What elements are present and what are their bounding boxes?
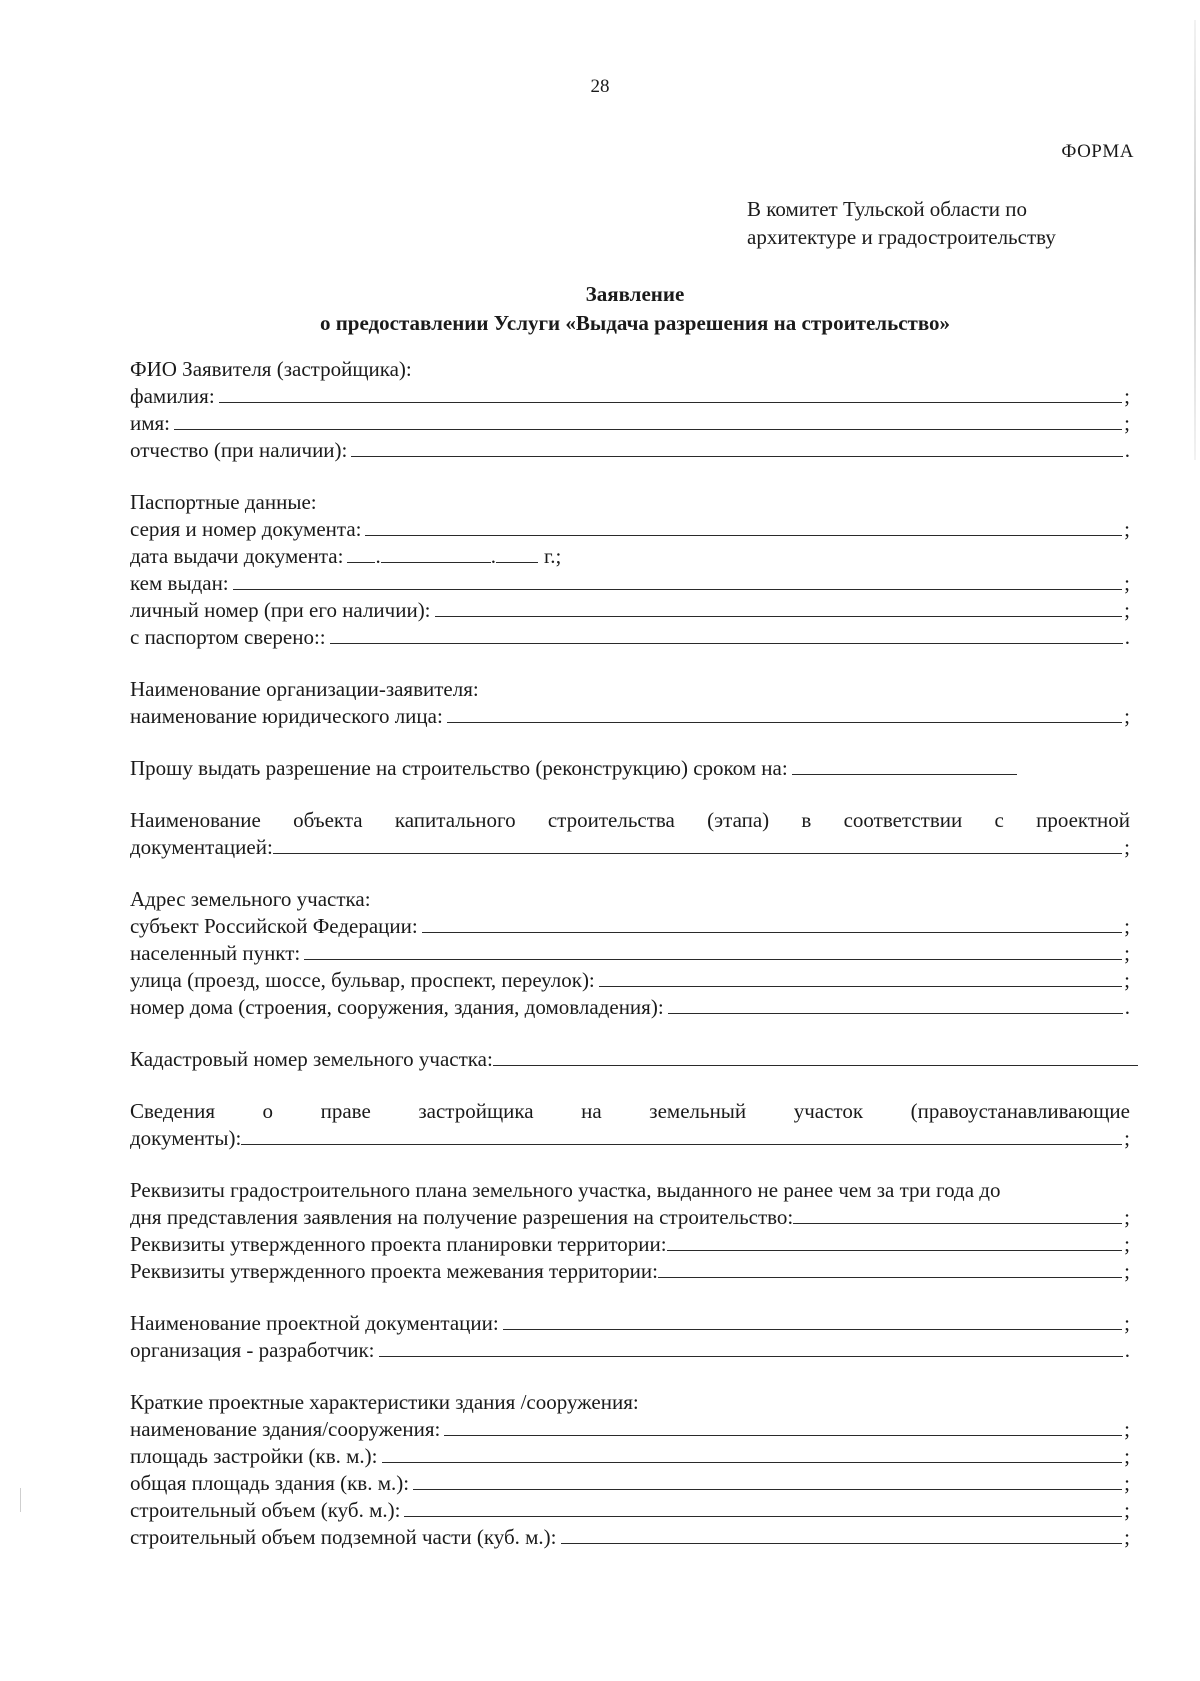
name-field[interactable] [174,410,1122,430]
addressee-line: В комитет Тульской области по [747,197,1027,221]
surveying-row: Реквизиты утвержденного проекта межевания территории: ; [130,1259,1130,1283]
volume-label: строительный объем (куб. м.): [130,1498,401,1522]
rights-section [130,1098,1130,1152]
form-body [130,356,1130,1576]
issue-month-field[interactable] [381,543,491,563]
rights-label: документы): [130,1126,242,1150]
title-line-1: Заявление [585,282,685,306]
form-label: ФОРМА [1061,141,1134,162]
characteristics-section [130,1389,1130,1551]
legal-name-row: наименование юридического лица: ; [130,704,1130,728]
subject-label: субъект Российской Федерации: [130,914,418,938]
building-name-field[interactable] [444,1416,1122,1436]
passport-series-row: серия и номер документа: ; [130,517,1130,541]
cadastral-label: Кадастровый номер земельного участка: [130,1047,493,1071]
object-section [130,807,1130,861]
patronymic-label: отчество (при наличии): [130,438,348,462]
applicant-section [130,356,1130,464]
total-area-row: общая площадь здания (кв. м.): ; [130,1471,1130,1495]
surname-label: фамилия: [130,384,215,408]
underground-volume-label: строительный объем подземной части (куб. м.): [130,1525,557,1549]
personal-number-label: личный номер (при его наличии): [130,598,431,622]
built-area-field[interactable] [382,1443,1123,1463]
developer-label: организация - разработчик: [130,1338,375,1362]
passport-series-field[interactable] [365,516,1122,536]
surname-field[interactable] [219,383,1122,403]
building-name-label: наименование здания/сооружения: [130,1417,441,1441]
built-area-label: площадь застройки (кв. м.): [130,1444,378,1468]
gpzu-row: дня представления заявления на получение разрешения на строительство: ; [130,1205,1130,1229]
subject-field[interactable] [422,913,1122,933]
name-row: имя: ; [130,411,1130,435]
rights-row: документы): ; [130,1126,1130,1150]
street-field[interactable] [599,967,1122,987]
surveying-label: Реквизиты утвержденного проекта межевания территории: [130,1259,658,1283]
house-label: номер дома (строения, сооружения, здания, домовладения): [130,995,664,1019]
surname-row: фамилия: ; [130,384,1130,408]
project-section [130,1310,1130,1364]
surveying-field[interactable] [658,1258,1122,1278]
rights-line-1: Сведения о праве застройщика на земельный участок (правоустанавливающие [130,1099,1130,1123]
personal-number-field[interactable] [435,597,1123,617]
street-label: улица (проезд, шоссе, бульвар, проспект, переулок): [130,968,595,992]
volume-field[interactable] [404,1497,1122,1517]
object-field[interactable] [273,834,1122,854]
name-label: имя: [130,411,171,435]
request-term-field[interactable] [792,755,1017,775]
project-name-label: Наименование проектной документации: [130,1311,499,1335]
year-suffix: г.; [543,544,562,568]
verified-field[interactable] [330,624,1123,644]
page-number: 28 [590,76,610,97]
addressee-line: архитектуре и градостроительству [747,225,1056,249]
requisites-section [130,1177,1130,1285]
planning-field[interactable] [667,1231,1123,1251]
settlement-row: населенный пункт: ; [130,941,1130,965]
issue-day-field[interactable] [347,543,375,563]
gpzu-label: дня представления заявления на получение разрешения на строительство: [130,1205,794,1229]
planning-row: Реквизиты утвержденного проекта планировки территории: ; [130,1232,1130,1256]
cadastral-field[interactable] [493,1046,1138,1066]
title-line-2: о предоставлении Услуги «Выдача разрешения на строительство» [319,311,951,335]
issued-by-field[interactable] [233,570,1123,590]
request-section [130,755,1130,782]
personal-number-row: личный номер (при его наличии): ; [130,598,1130,622]
legal-name-label: наименование юридического лица: [130,704,443,728]
building-name-row: наименование здания/сооружения: ; [130,1417,1130,1441]
issue-year-field[interactable] [496,543,538,563]
built-area-row: площадь застройки (кв. м.): ; [130,1444,1130,1468]
house-row: номер дома (строения, сооружения, здания, домовладения): . [130,995,1130,1019]
passport-section [130,489,1130,651]
house-field[interactable] [668,994,1123,1014]
object-line-1: Наименование объекта капитального строительства (этапа) в соответствии с проектной [130,808,1130,832]
cadastral-section [130,1046,1130,1073]
developer-field[interactable] [379,1337,1123,1357]
settlement-field[interactable] [304,940,1122,960]
total-area-label: общая площадь здания (кв. м.): [130,1471,410,1495]
total-area-field[interactable] [413,1470,1122,1490]
characteristics-heading: Краткие проектные характеристики здания /сооружения: [130,1390,639,1414]
object-label: документацией: [130,835,273,859]
underground-volume-field[interactable] [561,1524,1123,1544]
verified-label: с паспортом сверено:: [130,625,326,649]
rights-field[interactable] [241,1125,1122,1145]
cadastral-row [130,1046,1130,1073]
project-name-row: Наименование проектной документации: ; [130,1311,1130,1335]
scan-mark [20,1488,21,1512]
applicant-heading: ФИО Заявителя (застройщика): [130,357,412,381]
planning-label: Реквизиты утвержденного проекта планировки территории: [130,1232,667,1256]
organization-section [130,676,1130,730]
legal-name-field[interactable] [447,703,1122,723]
gpzu-field[interactable] [793,1204,1122,1224]
verified-row: с паспортом сверено:: . [130,625,1130,649]
project-name-field[interactable] [503,1310,1122,1330]
organization-heading: Наименование организации-заявителя: [130,677,479,701]
patronymic-field[interactable] [351,437,1122,457]
street-row: улица (проезд, шоссе, бульвар, проспект, переулок): ; [130,968,1130,992]
request-row [130,755,1130,782]
volume-row: строительный объем (куб. м.): ; [130,1498,1130,1522]
issued-by-row: кем выдан: ; [130,571,1130,595]
subject-row: субъект Российской Федерации: ; [130,914,1130,938]
addressee-block [747,195,1056,251]
request-label: Прошу выдать разрешение на строительство (реконструкцию) сроком на: [130,756,788,780]
issue-date-label: дата выдачи документа: [130,544,344,568]
land-address-section [130,886,1130,1021]
object-row: документацией: ; [130,835,1130,859]
land-address-heading: Адрес земельного участка: [130,887,371,911]
issue-date-row: дата выдачи документа: . . г.; [130,544,562,568]
issued-by-label: кем выдан: [130,571,229,595]
underground-volume-row: строительный объем подземной части (куб. м.): ; [130,1525,1130,1549]
passport-series-label: серия и номер документа: [130,517,362,541]
document-title [0,280,1200,338]
developer-row: организация - разработчик: . [130,1338,1130,1362]
passport-heading: Паспортные данные: [130,490,317,514]
requisites-line-1: Реквизиты градостроительного плана земельного участка, выданного не ранее чем за три года до [130,1178,1001,1202]
settlement-label: населенный пункт: [130,941,301,965]
patronymic-row: отчество (при наличии): . [130,438,1130,462]
